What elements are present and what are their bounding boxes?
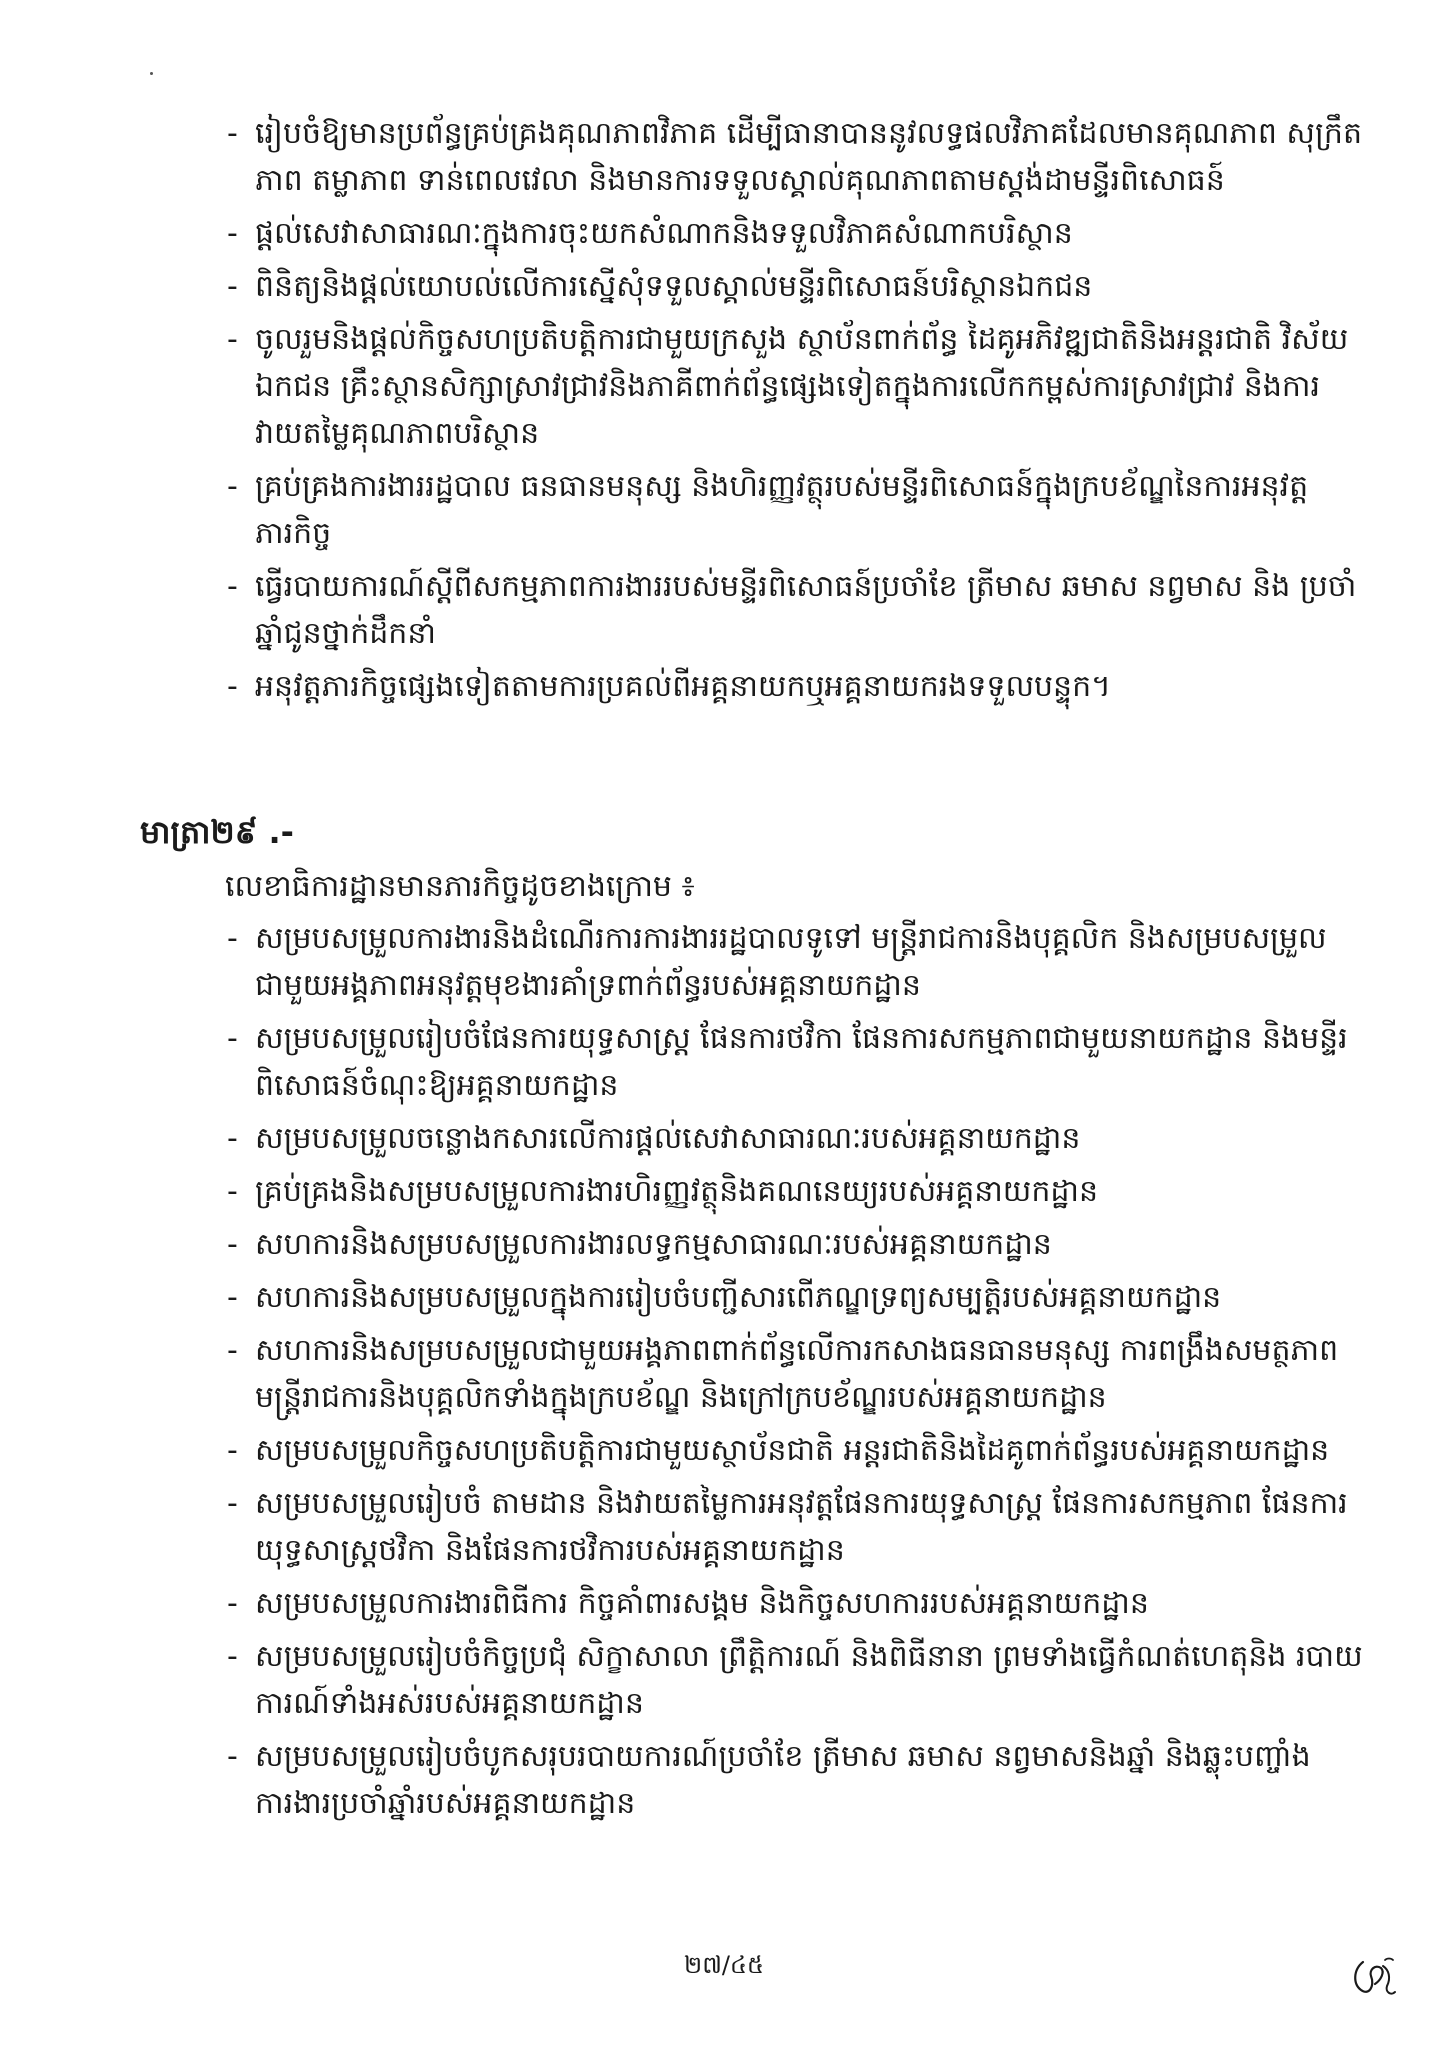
bullet-dash: - (227, 1227, 238, 1262)
list-item (215, 1427, 1365, 1474)
article-title: មាត្រា២៩ .- (140, 813, 294, 851)
list-item-text: រៀបចំឱ្យមានប្រព័ន្ធគ្រប់គ្រងគុណភាពវិភាគ ដើម្បីធានាបាននូវលទ្ធផលវិភាគដែលមានគុណភាព សុក្រឹតភាព តម្លាភាព ទាន់ពេលវេលា និងមានការទទួលស្គាល់គុណភាពតាមស្តង់ដាមន្ទីរពិសោធន៍ (255, 116, 1363, 198)
list-item-text: ចូលរួមនិងផ្តល់កិច្ចសហប្រតិបត្តិការជាមួយក្រសួង ស្ថាប័នពាក់ព័ន្ធ ដៃគូអភិវឌ្ឍជាតិនិងអន្តរជាតិ វិស័យឯកជន គ្រឹះស្ថានសិក្សាស្រាវជ្រាវនិងភាគីពាក់ព័ន្ធផ្សេងទៀតក្នុងការលើកកម្ពស់ការស្រាវជ្រាវ និងការវាយតម្លៃគុណភាពបរិស្ថាន (255, 322, 1349, 451)
article-list (215, 915, 1365, 1827)
bullet-dash: - (227, 322, 238, 357)
list-item (215, 263, 1365, 310)
list-item-text: សហការនិងសម្របសម្រួលជាមួយអង្គភាពពាក់ព័ន្ធលើការកសាងធនធានមនុស្ស ការពង្រឹងសមត្ថភាព មន្ត្រីរាជការនិងបុគ្គលិកទាំងក្នុងក្របខ័ណ្ឌ និងក្រៅក្របខ័ណ្ឌរបស់អគ្គនាយកដ្ឋាន (255, 1333, 1339, 1415)
list-item-text: គ្រប់គ្រងនិងសម្របសម្រួលការងារហិរញ្ញវត្ថុនិងគណនេយ្យរបស់អគ្គនាយកដ្ឋាន (255, 1174, 1099, 1209)
bullet-dash: - (227, 669, 238, 704)
bullet-dash: - (227, 1586, 238, 1621)
list-item-text: ពិនិត្យនិងផ្តល់យោបល់លើការស្នើសុំទទួលស្គាល់មន្ទីរពិសោធន៍បរិស្ថានឯកជន (255, 269, 1093, 304)
list-item-text: សហការនិងសម្របសម្រួលការងារលទ្ធកម្មសាធារណៈរបស់អគ្គនាយកដ្ឋាន (255, 1227, 1052, 1262)
list-item (215, 1274, 1365, 1321)
list-item (215, 1327, 1365, 1421)
bullet-dash: - (227, 116, 238, 151)
bullet-dash: - (227, 269, 238, 304)
page-number: ២៧/៤៥ (684, 1951, 764, 1979)
list-item (215, 1633, 1365, 1727)
list-item (215, 1168, 1365, 1215)
bullet-dash: - (227, 1739, 238, 1774)
list-item (215, 316, 1365, 457)
list-item (215, 1580, 1365, 1627)
bullet-dash: - (227, 1333, 238, 1368)
list-item-text: ផ្តល់សេវាសាធារណៈក្នុងការចុះយកសំណាកនិងទទួលវិភាគសំណាកបរិស្ថាន (255, 216, 1073, 251)
list-item (215, 210, 1365, 257)
scan-speck (150, 72, 153, 75)
bullet-dash: - (227, 216, 238, 251)
bullet-dash: - (227, 1174, 238, 1209)
list-item (215, 563, 1365, 657)
section-a (215, 110, 1365, 716)
list-item (215, 463, 1365, 557)
bullet-dash: - (227, 921, 238, 956)
list-item-text: សម្របសម្រួលរៀបចំផែនការយុទ្ធសាស្ត្រ ផែនការថវិកា ផែនការសកម្មភាពជាមួយនាយកដ្ឋាន និងមន្ទីរពិសោធន៍ចំណុះឱ្យអគ្គនាយកដ្ឋាន (255, 1021, 1348, 1103)
list-item-text: សម្របសម្រួលចន្លោងកសារលើការផ្តល់សេវាសាធារណៈរបស់អគ្គនាយកដ្ឋាន (255, 1121, 1081, 1156)
bullet-dash: - (227, 569, 238, 604)
list-item-text: សម្របសម្រួលការងារនិងដំណើរការការងាររដ្ឋបាលទូទៅ មន្ត្រីរាជការនិងបុគ្គលិក និងសម្របសម្រួល ជាមួយអង្គភាពអនុវត្តមុខងារគាំទ្រពាក់ព័ន្ធរបស់អគ្គនាយកដ្ឋាន (255, 921, 1327, 1003)
bullet-dash: - (227, 1121, 238, 1156)
list-item-text: សម្របសម្រួលរៀបចំកិច្ចប្រជុំ សិក្ខាសាលា ព្រឹត្តិការណ៍ និងពិធីនានា ព្រមទាំងធ្វើកំណត់ហេតុនិង របាយការណ៍ទាំងអស់របស់អគ្គនាយកដ្ឋាន (255, 1639, 1363, 1721)
list-item-text: សហការនិងសម្របសម្រួលក្នុងការរៀបចំបញ្ជីសារពើភណ្ឌទ្រព្យសម្បត្តិរបស់អគ្គនាយកដ្ឋាន (255, 1280, 1222, 1315)
article-section (215, 915, 1365, 1833)
article-intro: លេខាធិការដ្ឋានមានភារកិច្ចដូចខាងក្រោម ៖ (225, 869, 695, 904)
list-item-text: សម្របសម្រួលការងារពិធីការ កិច្ចគាំពារសង្គម និងកិច្ចសហការរបស់អគ្គនាយកដ្ឋាន (255, 1586, 1149, 1621)
list-item (215, 1733, 1365, 1827)
section-a-list (215, 110, 1365, 710)
list-item (215, 663, 1365, 710)
list-item-text: អនុវត្តភារកិច្ចផ្សេងទៀតតាមការប្រគល់ពីអគ្គនាយកឬអគ្គនាយករងទទួលបន្ទុក។ (255, 669, 1111, 704)
list-item-text: សម្របសម្រួលរៀបចំបូកសរុបរបាយការណ៍ប្រចាំខែ ត្រីមាស ឆមាស នព្វមាសនិងឆ្នាំ និងឆ្លុះបញ្ចាំង ការងារប្រចាំឆ្នាំរបស់អគ្គនាយកដ្ឋាន (255, 1739, 1311, 1821)
list-item (215, 110, 1365, 204)
list-item (215, 915, 1365, 1009)
bullet-dash: - (227, 1021, 238, 1056)
list-item-text: គ្រប់គ្រងការងាររដ្ឋបាល ធនធានមនុស្ស និងហិរញ្ញវត្ថុរបស់មន្ទីរពិសោធន៍ក្នុងក្របខ័ណ្ឌនៃការអនុវត្ត ភារកិច្ច (255, 469, 1309, 551)
list-item-text: សម្របសម្រួលកិច្ចសហប្រតិបត្តិការជាមួយស្ថាប័នជាតិ អន្តរជាតិនិងដៃគូពាក់ព័ន្ធរបស់អគ្គនាយកដ្ឋាន (255, 1433, 1330, 1468)
handwritten-initials-icon (1345, 1950, 1405, 2010)
bullet-dash: - (227, 1280, 238, 1315)
list-item (215, 1480, 1365, 1574)
bullet-dash: - (227, 1639, 238, 1674)
list-item-text: សម្របសម្រួលរៀបចំ តាមដាន និងវាយតម្លៃការអនុវត្តផែនការយុទ្ធសាស្ត្រ ផែនការសកម្មភាព ផែនការយុទ្ធសាស្ត្រថវិកា និងផែនការថវិការបស់អគ្គនាយកដ្ឋាន (255, 1486, 1348, 1568)
bullet-dash: - (227, 1486, 238, 1521)
list-item (215, 1221, 1365, 1268)
bullet-dash: - (227, 469, 238, 504)
list-item-text: ធ្វើរបាយការណ៍ស្តីពីសកម្មភាពការងាររបស់មន្ទីរពិសោធន៍ប្រចាំខែ ត្រីមាស ឆមាស នព្វមាស និង ប្រចាំឆ្នាំជូនថ្នាក់ដឹកនាំ (255, 569, 1357, 651)
list-item (215, 1115, 1365, 1162)
bullet-dash: - (227, 1433, 238, 1468)
list-item (215, 1015, 1365, 1109)
